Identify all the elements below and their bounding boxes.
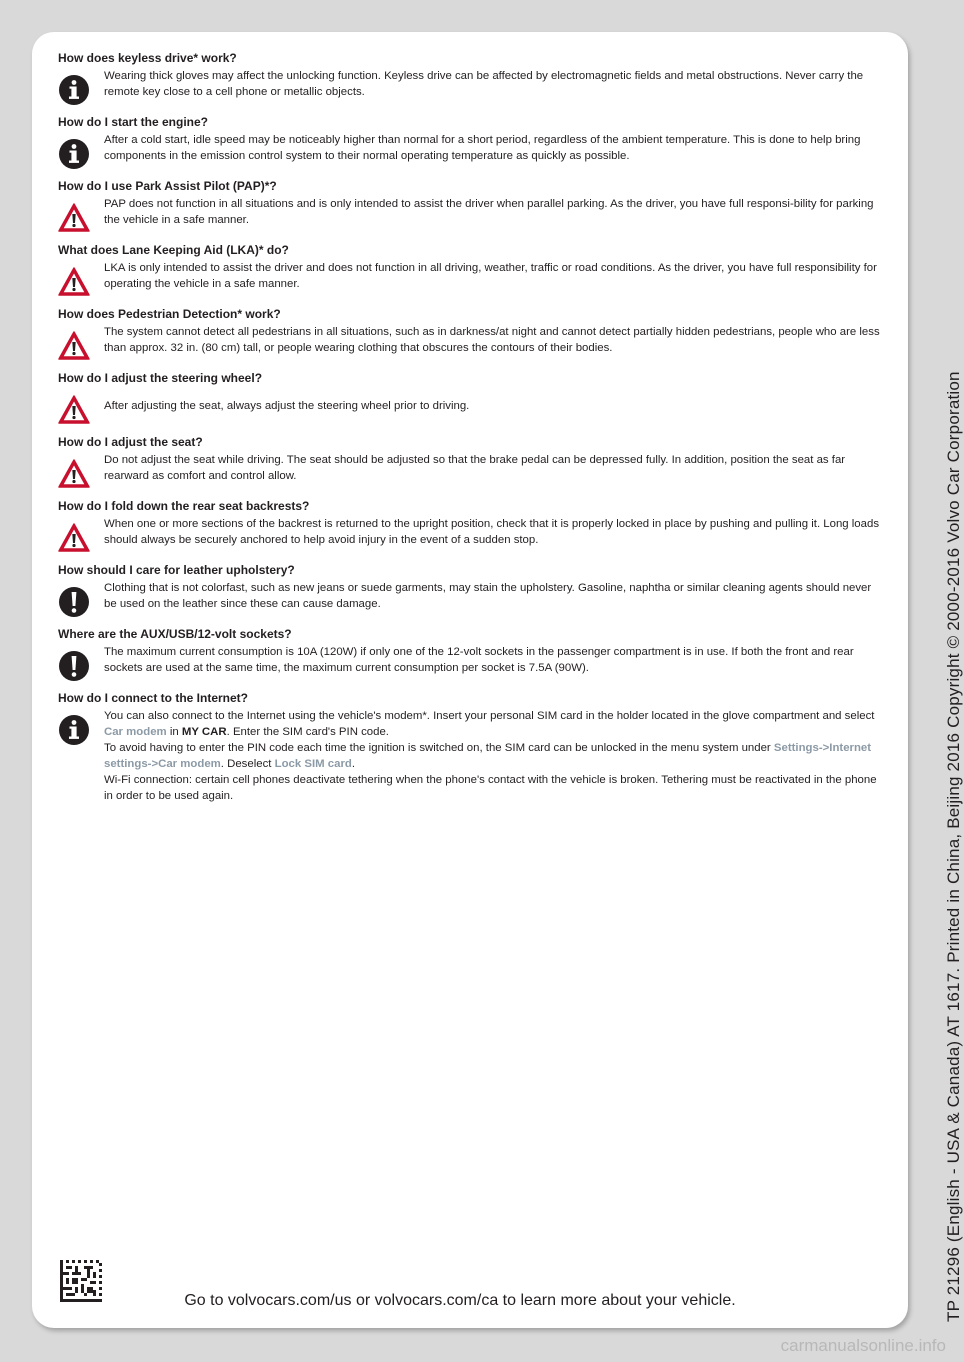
answer-text: The maximum current consumption is 10A (120W) if only one of the 12-volt sockets in the passenger compartment is in use. If both the front and rear sockets are used at the same time, the maximum current consumption per socket is 7.5A (90W). <box>104 646 854 674</box>
answer-text: . Deselect <box>220 758 275 770</box>
menu-term: MY CAR <box>181 726 227 738</box>
menu-term: Lock SIM card <box>274 758 352 770</box>
faq-question: How does keyless drive* work? <box>58 51 237 65</box>
footer-link-text: Go to volvocars.com/us or volvocars.com/ca to learn more about your vehicle. <box>184 1292 736 1309</box>
faq-answer-row <box>58 708 886 804</box>
answer-paragraph <box>104 132 886 164</box>
answer-text: . <box>351 758 356 770</box>
faq-answer-row <box>58 452 886 490</box>
answer-text: Wearing thick gloves may affect the unlocking function. Keyless drive can be affected by electromagnetic fields and metal obstructions. Never carry the remote key close to a cell phone or metallic objects. <box>104 70 864 98</box>
watermark-text: carmanualsonline.info <box>780 1336 946 1355</box>
warning-icon <box>58 330 90 362</box>
answer-text: Clothing that is not colorfast, such as new jeans or suede garments, may stain the upholstery. Gasoline, naphtha or similar cleaning agents should never be used on the leather since these can cause damage. <box>104 582 872 610</box>
faq-answer <box>104 452 886 484</box>
faq-answer <box>104 516 886 548</box>
faq-answer-row <box>58 580 886 618</box>
faq-question: How do I start the engine? <box>58 115 209 129</box>
faq-answer-row <box>58 644 886 682</box>
answer-paragraph <box>104 772 886 804</box>
answer-paragraph <box>104 324 886 356</box>
faq-answer-row <box>58 196 886 234</box>
faq-answer <box>104 132 886 164</box>
faq-question: What does Lane Keeping Aid (LKA)* do? <box>58 243 289 257</box>
faq-item <box>58 434 886 490</box>
faq-list <box>58 50 886 812</box>
faq-answer <box>104 580 886 612</box>
faq-item <box>58 50 886 106</box>
faq-item <box>58 178 886 234</box>
answer-paragraph <box>104 260 886 292</box>
answer-paragraph <box>104 644 886 676</box>
faq-answer <box>104 196 886 228</box>
faq-item <box>58 562 886 618</box>
faq-item <box>58 242 886 298</box>
faq-answer-row <box>58 324 886 362</box>
warning-icon <box>58 202 90 234</box>
faq-answer <box>104 708 886 804</box>
warning-icon <box>58 458 90 490</box>
faq-question: Where are the AUX/USB/12-volt sockets? <box>58 627 292 641</box>
answer-text: The system cannot detect all pedestrians in all situations, such as in darkness/at night and cannot detect partially hidden pedestrians, people who are less than approx. 32 in. (80 cm) tall, or people wearing clothing that obscures the contours of their bodies. <box>104 326 880 354</box>
warning-icon <box>58 266 90 298</box>
answer-paragraph <box>104 398 886 414</box>
answer-text: Wi-Fi connection: certain cell phones deactivate tethering when the phone's contact with the vehicle is broken. Tethering must be reactivated in the phone in order to be used again. <box>104 774 877 802</box>
answer-paragraph <box>104 516 886 548</box>
faq-question: How should I care for leather upholstery? <box>58 563 295 577</box>
answer-text: After a cold start, idle speed may be noticeably higher than normal for a short period, regardless of the ambient temperature. This is done to help bring components in the emission control system to their normal operating temperature as quickly as possible. <box>104 134 861 162</box>
warning-icon <box>58 522 90 554</box>
faq-item <box>58 306 886 362</box>
faq-answer-row <box>58 260 886 298</box>
info-icon <box>58 74 90 106</box>
answer-paragraph <box>104 196 886 228</box>
faq-answer <box>104 388 886 414</box>
faq-answer <box>104 644 886 676</box>
faq-answer-row <box>58 132 886 170</box>
answer-text: LKA is only intended to assist the driver and does not function in all driving, weather, traffic or road conditions. As the driver, you have full responsibility for operating the vehicle in a safe manner. <box>104 262 877 290</box>
faq-item <box>58 370 886 426</box>
caution-icon <box>58 650 90 682</box>
faq-answer-row <box>58 68 886 106</box>
answer-text: in <box>166 726 182 738</box>
faq-answer <box>104 260 886 292</box>
info-icon <box>58 138 90 170</box>
faq-question: How do I adjust the steering wheel? <box>58 371 263 385</box>
answer-text: You can also connect to the Internet using the vehicle's modem*. Insert your personal SIM card in the holder located in the glove compartment and select <box>104 710 875 722</box>
faq-question: How do I connect to the Internet? <box>58 691 248 705</box>
answer-text: After adjusting the seat, always adjust the steering wheel prior to driving. <box>104 400 470 412</box>
caution-icon <box>58 586 90 618</box>
answer-paragraph <box>104 580 886 612</box>
answer-text: When one or more sections of the backrest is returned to the upright position, check that it is properly locked in place by pushing and pulling it. Long loads should always be securely anchored to help avoid injury in the event of a sudden stop. <box>104 518 880 546</box>
faq-question: How do I adjust the seat? <box>58 435 203 449</box>
answer-text: To avoid having to enter the PIN code each time the ignition is switched on, the SIM card can be unlocked in the menu system under <box>104 742 774 754</box>
answer-text: . Enter the SIM card's PIN code. <box>226 726 389 738</box>
faq-answer-row <box>58 388 886 426</box>
menu-term: Car modem <box>104 726 167 738</box>
faq-answer-row <box>58 516 886 554</box>
faq-item <box>58 626 886 682</box>
answer-paragraph <box>104 708 886 740</box>
faq-question: How does Pedestrian Detection* work? <box>58 307 281 321</box>
faq-question: How do I use Park Assist Pilot (PAP)*? <box>58 179 277 193</box>
faq-answer <box>104 324 886 356</box>
answer-text: Do not adjust the seat while driving. The seat should be adjusted so that the brake pedal can be depressed fully. In addition, position the seat as far rearward as comfort and control allow. <box>104 454 846 482</box>
faq-item <box>58 690 886 804</box>
answer-paragraph <box>104 740 886 772</box>
info-icon <box>58 714 90 746</box>
menu-term: Settings->Internet settings->Car modem <box>104 742 872 770</box>
faq-item <box>58 114 886 170</box>
faq-question: How do I fold down the rear seat backrests? <box>58 499 310 513</box>
faq-answer <box>104 68 886 100</box>
faq-item <box>58 498 886 554</box>
answer-text: PAP does not function in all situations and is only intended to assist the driver when parallel parking. As the driver, you have full responsi-bility for parking the vehicle in a safe manner. <box>104 198 874 226</box>
side-copyright-text: TP 21296 (English - USA & Canada) AT 1617. Printed in China, Beijing 2016 Copyright © 2000-2016 Volvo Car Corporation <box>944 371 963 1322</box>
warning-icon <box>58 394 90 426</box>
answer-paragraph <box>104 452 886 484</box>
answer-paragraph <box>104 68 886 100</box>
